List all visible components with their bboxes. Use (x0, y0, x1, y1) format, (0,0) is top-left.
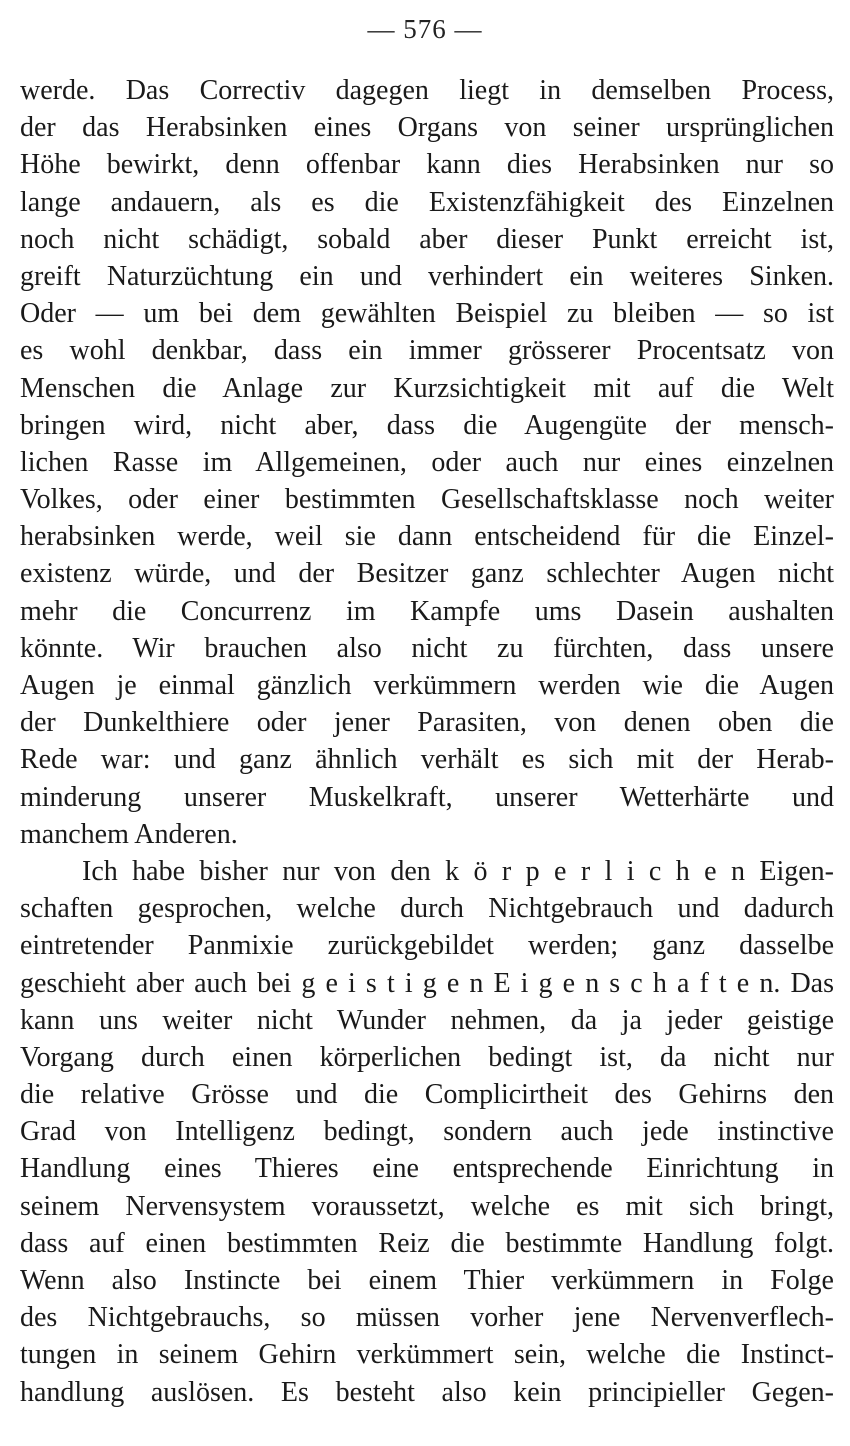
text-line: könnte. Wir brauchen also nicht zu fürchten, dass unsere (20, 632, 834, 664)
text-line: greift Naturzüchtung ein und verhindert ein weiteres Sinken. (20, 260, 834, 292)
text-line: Handlung eines Thieres eine entsprechende Einrichtung in (20, 1153, 834, 1185)
page-number: — 576 — (367, 14, 483, 44)
text-line: handlung auslösen. Es besteht also kein principieller Gegen- (20, 1376, 834, 1408)
text-line: noch nicht schädigt, sobald aber dieser Punkt erreicht ist, (20, 223, 834, 255)
text-line: des Nichtgebrauchs, so müssen vorher jene Nervenverflech- (20, 1302, 834, 1334)
paragraph-2 (20, 853, 834, 1411)
text-line: bringen wird, nicht aber, dass die Augengüte der mensch- (20, 409, 834, 441)
text-line: der Dunkelthiere oder jener Parasiten, von denen oben die (20, 707, 834, 739)
text-line: minderung unserer Muskelkraft, unserer Wetterhärte und (20, 781, 834, 813)
text-line: Grad von Intelligenz bedingt, sondern auch jede instinctive (20, 1116, 834, 1148)
text-line: Höhe bewirkt, denn offenbar kann dies Herabsinken nur so (20, 149, 834, 181)
text-line: mehr die Concurrenz im Kampfe ums Dasein aushalten (20, 595, 834, 627)
text-line: lichen Rasse im Allgemeinen, oder auch nur eines einzelnen (20, 446, 834, 478)
text-line: Augen je einmal gänzlich verkümmern werden wie die Augen (20, 670, 834, 701)
text-line: Rede war: und ganz ähnlich verhält es sich mit der Herab- (20, 744, 834, 776)
text-line: Vorgang durch einen körperlichen bedingt ist, da nicht nur (20, 1041, 834, 1073)
text-line: dass auf einen bestimmten Reiz die bestimmte Handlung folgt. (20, 1227, 834, 1259)
text-line: Ich habe bisher nur von den k ö r p e r l i c h e n Eigen- (82, 855, 834, 887)
text-line: die relative Grösse und die Complicirtheit des Gehirns den (20, 1079, 834, 1111)
text-line: geschieht aber auch bei g e i s t i g e n E i g e n s c h a f t e n. Das (20, 967, 834, 999)
text-line: schaften gesprochen, welche durch Nichtgebrauch und dadurch (20, 893, 834, 925)
text-line: seinem Nervensystem voraussetzt, welche es mit sich bringt, (20, 1190, 834, 1222)
text-line: eintretender Panmixie zurückgebildet werden; ganz dasselbe (20, 930, 834, 962)
body-text (20, 72, 834, 1411)
text-line: der das Herabsinken eines Organs von seiner ursprünglichen (20, 112, 834, 144)
text-line: kann uns weiter nicht Wunder nehmen, da ja jeder geistige (20, 1004, 834, 1036)
text-line: manchem Anderen. (20, 818, 238, 850)
paragraph-1 (20, 72, 834, 853)
text-line: tungen in seinem Gehirn verkümmert sein, welche die Instinct- (20, 1339, 834, 1371)
text-line: Volkes, oder einer bestimmten Gesellschaftsklasse noch weiter (20, 484, 834, 516)
text-line: Menschen die Anlage zur Kurzsichtigkeit mit auf die Welt (20, 372, 834, 404)
text-line: existenz würde, und der Besitzer ganz schlechter Augen nicht (20, 558, 834, 590)
text-line: Oder — um bei dem gewählten Beispiel zu bleiben — so ist (20, 298, 834, 330)
text-line: Wenn also Instincte bei einem Thier verkümmern in Folge (20, 1265, 834, 1296)
text-line: herabsinken werde, weil sie dann entscheidend für die Einzel- (20, 521, 834, 553)
text-line: werde. Das Correctiv dagegen liegt in demselben Process, (20, 75, 834, 106)
text-line: es wohl denkbar, dass ein immer grösserer Procentsatz von (20, 335, 834, 367)
text-line: lange andauern, als es die Existenzfähigkeit des Einzelnen (20, 186, 834, 218)
